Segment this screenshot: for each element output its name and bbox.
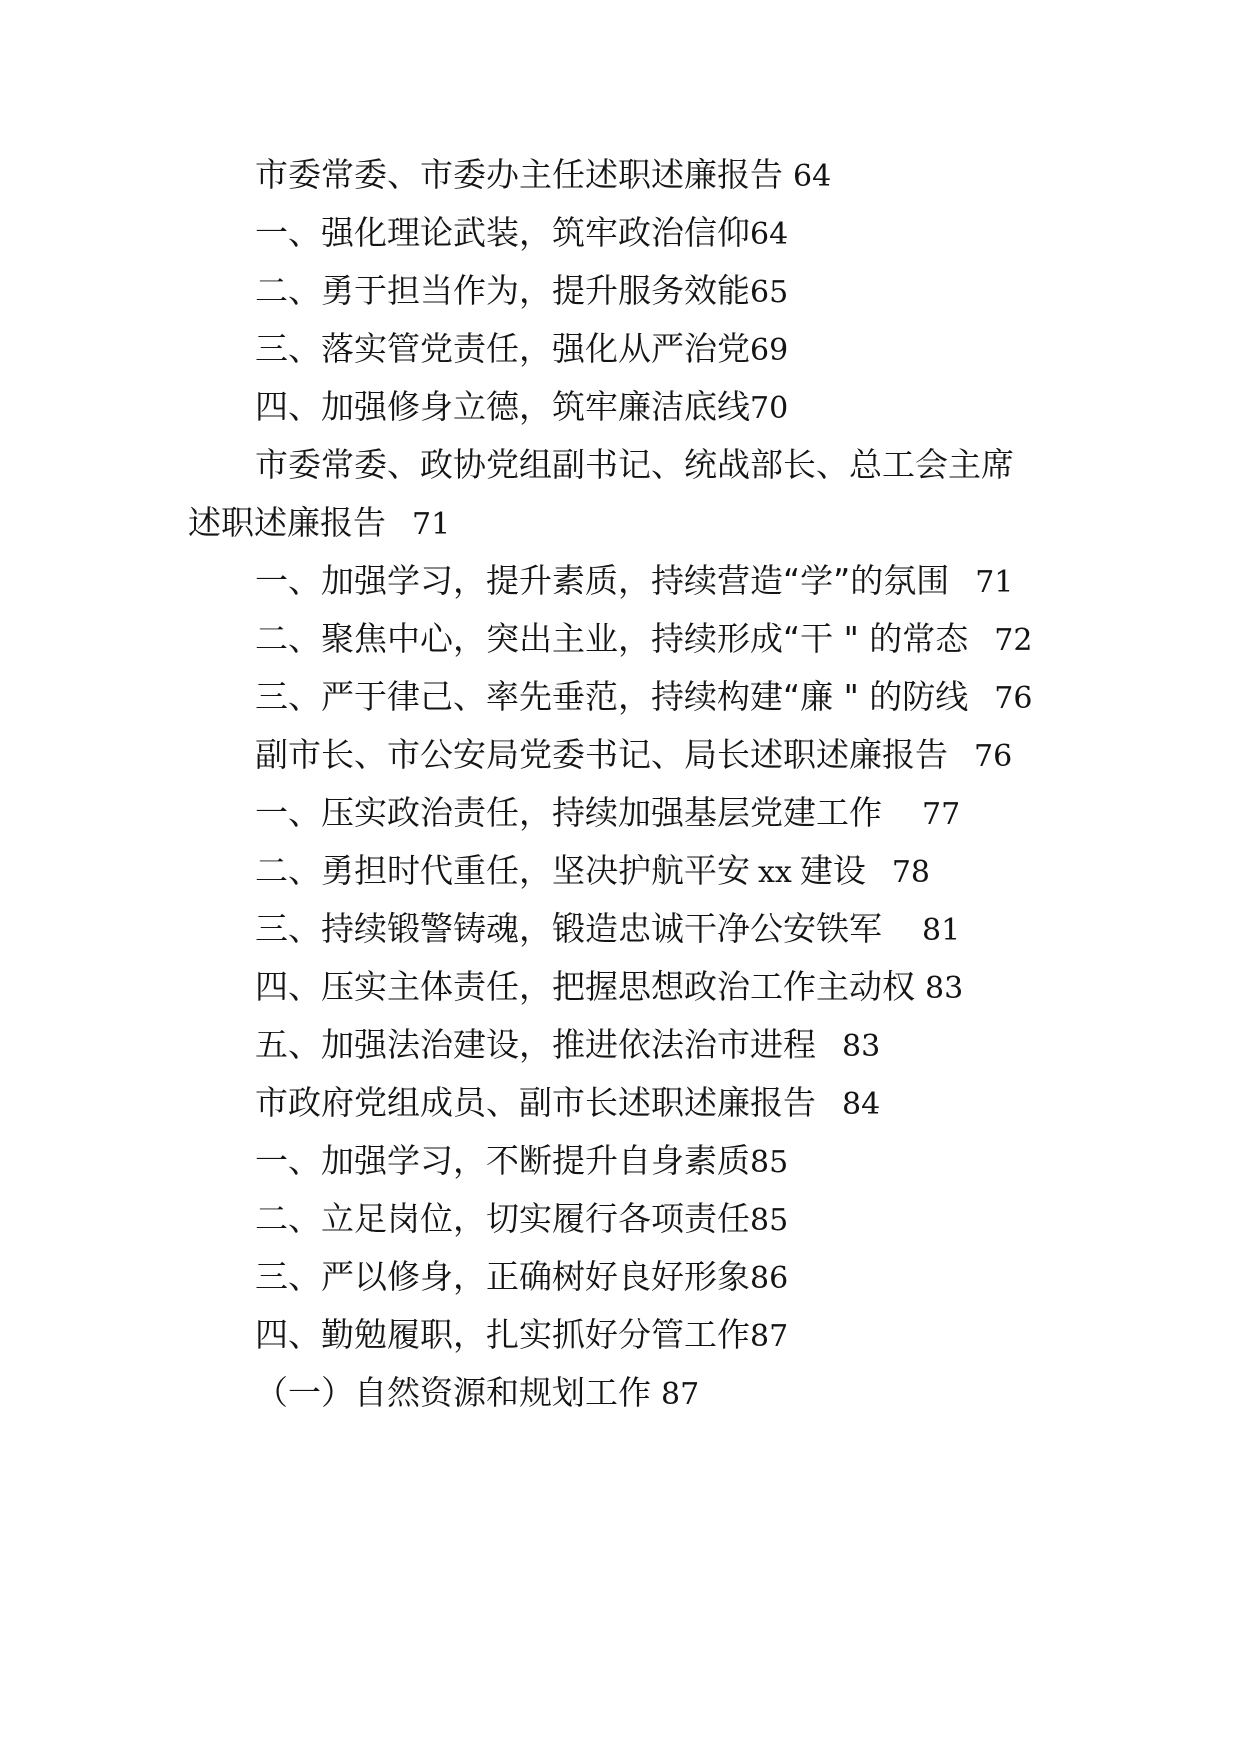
toc-entry-continuation bbox=[188, 503, 450, 545]
toc-entry bbox=[255, 445, 1014, 485]
toc-entry-title: 四、加强修身立德，筑牢廉洁底线 bbox=[255, 387, 750, 426]
toc-entry-page: 76 bbox=[994, 681, 1033, 716]
toc-entry-page: 64 bbox=[793, 159, 832, 194]
toc-entry-title: 二、勇于担当作为，提升服务效能 bbox=[255, 271, 750, 310]
toc-entry bbox=[255, 909, 960, 951]
toc-entry bbox=[255, 1025, 880, 1067]
toc-entry-latin-placeholder: xx bbox=[758, 855, 792, 890]
toc-entry-page: 85 bbox=[750, 1145, 789, 1180]
toc-entry bbox=[255, 677, 1032, 719]
toc-entry-title: 副市长、市公安局党委书记、局长述职述廉报告 bbox=[255, 735, 948, 774]
toc-entry bbox=[255, 851, 930, 893]
toc-entry-page: 83 bbox=[842, 1029, 881, 1064]
toc-entry-title: 二、立足岗位，切实履行各项责任 bbox=[255, 1199, 750, 1238]
toc-entry-page: 65 bbox=[750, 275, 789, 310]
toc-entry bbox=[255, 155, 831, 197]
toc-entry-title: 三、严于律己、率先垂范，持续构建“廉 " 的防线 bbox=[255, 677, 969, 716]
toc-entry-page: 70 bbox=[750, 391, 789, 426]
toc-entry-page: 76 bbox=[974, 739, 1013, 774]
toc-entry-page: 84 bbox=[842, 1087, 881, 1122]
toc-entry bbox=[255, 735, 1012, 777]
toc-entry bbox=[255, 1199, 788, 1241]
toc-entry-title: 市委常委、政协党组副书记、统战部长、总工会主席 bbox=[255, 445, 1014, 484]
toc-entry bbox=[255, 619, 1032, 661]
toc-entry-page: 78 bbox=[891, 855, 931, 890]
toc-entry-title: 五、加强法治建设，推进依法治市进程 bbox=[255, 1025, 816, 1064]
toc-entry-title: （一）自然资源和规划工作 bbox=[255, 1373, 651, 1412]
toc-entry bbox=[255, 1257, 788, 1299]
toc-entry-page: 81 bbox=[922, 913, 961, 948]
toc-entry bbox=[255, 387, 788, 429]
toc-entry-page: 87 bbox=[661, 1377, 700, 1412]
toc-entry bbox=[255, 213, 788, 255]
toc-entry bbox=[255, 1141, 788, 1183]
toc-entry bbox=[255, 271, 788, 313]
toc-entry-page: 71 bbox=[975, 565, 1014, 600]
toc-entry bbox=[255, 561, 1013, 603]
toc-entry-page: 85 bbox=[750, 1203, 789, 1238]
toc-entry bbox=[255, 793, 960, 835]
toc-entry bbox=[255, 1083, 880, 1125]
toc-entry bbox=[255, 1315, 788, 1357]
toc-entry-title: 一、压实政治责任，持续加强基层党建工作 bbox=[255, 793, 882, 832]
toc-entry-title: 四、压实主体责任，把握思想政治工作主动权 bbox=[255, 967, 915, 1006]
toc-entry-title: 三、落实管党责任，强化从严治党 bbox=[255, 329, 750, 368]
toc-entry-page: 72 bbox=[994, 623, 1033, 658]
toc-entry-title: 一、加强学习，提升素质，持续营造“学”的氛围 bbox=[255, 561, 950, 600]
toc-entry-title: 市政府党组成员、副市长述职述廉报告 bbox=[255, 1083, 816, 1122]
toc-entry-page: 77 bbox=[922, 797, 961, 832]
toc-entry-page: 71 bbox=[412, 507, 451, 542]
toc-entry-title: 一、强化理论武装，筑牢政治信仰 bbox=[255, 213, 750, 252]
toc-entry bbox=[255, 1373, 699, 1415]
toc-entry-page: 69 bbox=[750, 333, 789, 368]
toc-entry-page: 87 bbox=[750, 1319, 789, 1354]
toc-entry-title: 四、勤勉履职，扎实抓好分管工作 bbox=[255, 1315, 750, 1354]
toc-entry-title-suffix: 建设 bbox=[799, 851, 866, 890]
toc-entry-page: 86 bbox=[750, 1261, 789, 1296]
toc-entry-title: 一、加强学习，不断提升自身素质 bbox=[255, 1141, 750, 1180]
toc-entry-title: 三、严以修身，正确树好良好形象 bbox=[255, 1257, 750, 1296]
toc-entry-page: 83 bbox=[925, 971, 964, 1006]
toc-entry-title: 二、聚焦中心，突出主业，持续形成“干 " 的常态 bbox=[255, 619, 969, 658]
toc-entry-title: 三、持续锻警铸魂，锻造忠诚干净公安铁军 bbox=[255, 909, 882, 948]
toc-entry-title: 市委常委、市委办主任述职述廉报告 bbox=[255, 155, 783, 194]
toc-entry-title: 述职述廉报告 bbox=[188, 503, 386, 542]
toc-entry bbox=[255, 329, 788, 371]
toc-entry-title: 二、勇担时代重任，坚决护航平安 bbox=[255, 851, 750, 890]
toc-entry bbox=[255, 967, 963, 1009]
toc-entry-page: 64 bbox=[750, 217, 789, 252]
